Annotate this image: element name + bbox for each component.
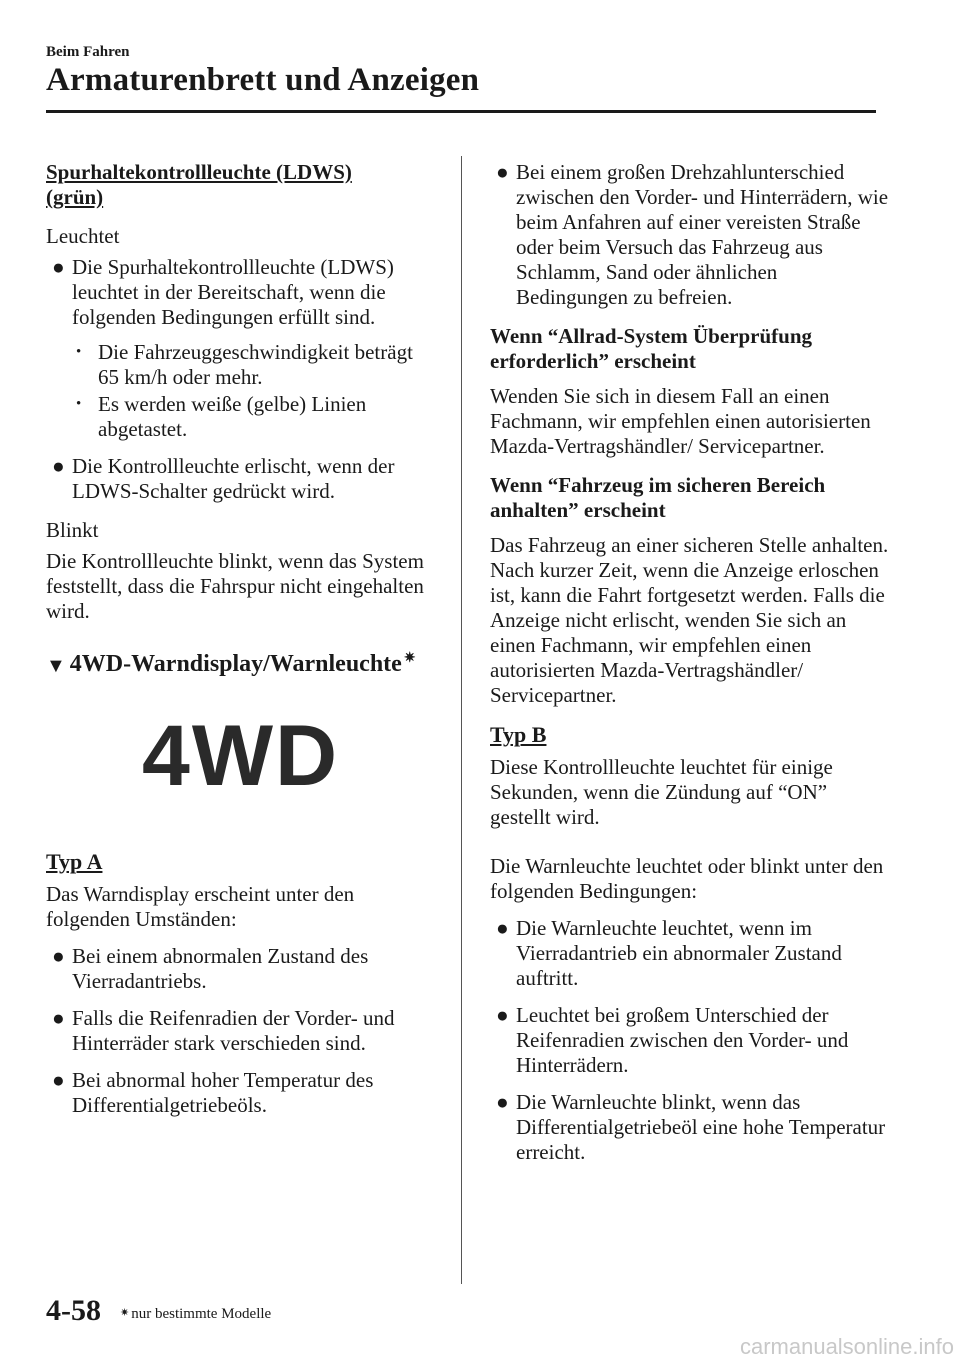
header-rule	[46, 110, 876, 113]
left-column	[46, 160, 436, 1118]
bullet-icon: ●	[52, 454, 65, 478]
bullet-icon: ●	[496, 160, 509, 184]
leuchtet-label: Leuchtet	[46, 224, 120, 248]
blinkt-text: Die Kontrollleuchte blinkt, wenn das System feststellt, dass die Fahrspur nicht eingehalten wird.	[46, 549, 424, 623]
list-item	[46, 944, 436, 994]
bullet-text: Bei einem abnormalen Zustand des Vierradantriebs.	[72, 944, 369, 993]
list-item	[46, 255, 436, 330]
footnote-text: nur bestimmte Modelle	[131, 1306, 272, 1322]
list-item	[490, 160, 890, 310]
sicher-text: Das Fahrzeug an einer sicheren Stelle anhalten. Nach kurzer Zeit, wenn die Anzeige erloschen ist, kann die Fahrt fortgesetzt werden. Falls die Anzeige nicht erlischt, wenden Sie sich an einen Fachmann, wir empfehlen einen autorisierten Mazda-Vertragshändler/ Servicepartner.	[490, 533, 889, 707]
asterisk-icon: ✷	[403, 651, 416, 666]
list-item	[490, 916, 890, 991]
bullet-text: Die Spurhaltekontrollleuchte (LDWS) leuchtet in der Bereitschaft, wenn die folgenden Bedingungen erfüllt sind.	[72, 255, 394, 329]
blinkt-label: Blinkt	[46, 518, 99, 542]
bullet-text: Bei abnormal hoher Temperatur des Differentialgetriebeöls.	[72, 1068, 374, 1117]
small-bullet-icon: •	[76, 396, 82, 412]
typ-b-heading: Typ B	[490, 722, 547, 747]
sub-bullet-text: Es werden weiße (gelbe) Linien abgetastet.	[98, 392, 367, 441]
ldws-heading-line2: (grün)	[46, 185, 104, 209]
ldws-heading	[46, 160, 436, 210]
allrad-text: Wenden Sie sich in diesem Fall an einen Fachmann, wir empfehlen einen autorisierten Mazda-Vertragshändler/ Servicepartner.	[490, 384, 871, 458]
allrad-heading: Wenn “Allrad-System Überprüfung erforderlich” erscheint	[490, 324, 813, 373]
bullet-icon: ●	[52, 1006, 65, 1030]
sicher-heading: Wenn “Fahrzeug im sicheren Bereich anhalten” erscheint	[490, 473, 826, 522]
column-divider	[461, 156, 462, 1284]
list-item	[490, 1003, 890, 1078]
bullet-icon: ●	[52, 944, 65, 968]
section-title: Armaturenbrett und Anzeigen	[46, 62, 480, 98]
bullet-text: Die Kontrollleuchte erlischt, wenn der LDWS-Schalter gedrückt wird.	[72, 454, 395, 503]
4wd-warning-symbol: 4WD	[142, 708, 340, 804]
typ-b-text2: Die Warnleuchte leuchtet oder blinkt unter den folgenden Bedingungen:	[490, 854, 884, 903]
bullet-icon: ●	[52, 255, 65, 279]
asterisk-icon: ✷	[120, 1307, 130, 1319]
bullet-text: Die Warnleuchte leuchtet, wenn im Vierradantrieb ein abnormaler Zustand auftritt.	[516, 916, 842, 990]
right-column	[490, 160, 890, 1165]
bullet-icon: ●	[496, 1003, 509, 1027]
warn-heading	[46, 652, 436, 679]
bullet-text: Die Warnleuchte blinkt, wenn das Differentialgetriebeöl eine hohe Temperatur erreicht.	[516, 1090, 886, 1164]
footnote	[120, 1306, 271, 1323]
bullet-text: Falls die Reifenradien der Vorder- und Hinterräder stark verschieden sind.	[72, 1006, 395, 1055]
chapter-label: Beim Fahren	[46, 44, 130, 60]
bullet-icon: ●	[496, 916, 509, 940]
list-item	[46, 1068, 436, 1118]
page-number: 4-58	[46, 1294, 101, 1327]
warn-heading-text: 4WD-Warndisplay/Warnleuchte	[69, 651, 402, 677]
list-item	[46, 454, 436, 504]
sub-list-item	[46, 340, 436, 390]
list-item	[46, 1006, 436, 1056]
ldws-heading-line1: Spurhaltekontrollleuchte (LDWS)	[46, 160, 352, 184]
down-triangle-icon: ▼	[46, 655, 66, 677]
sub-bullet-text: Die Fahrzeuggeschwindigkeit beträgt 65 km/h oder mehr.	[98, 340, 413, 389]
bullet-text: Bei einem großen Drehzahlunterschied zwischen den Vorder- und Hinterrädern, wie beim Anfahren auf einer vereisten Straße oder beim Versuch das Fahrzeug aus Schlamm, Sand oder ähnlichen Bedingungen zu befreien.	[516, 160, 889, 309]
sub-list-item	[46, 392, 436, 442]
typ-a-intro: Das Warndisplay erscheint unter den folgenden Umständen:	[46, 882, 355, 931]
list-item	[490, 1090, 890, 1165]
small-bullet-icon: •	[76, 344, 82, 360]
bullet-text: Leuchtet bei großem Unterschied der Reifenradien zwischen den Vorder- und Hinterrädern.	[516, 1003, 849, 1077]
typ-b-text: Diese Kontrollleuchte leuchtet für einige Sekunden, wenn die Zündung auf “ON” gestellt wird.	[490, 755, 833, 829]
bullet-icon: ●	[496, 1090, 509, 1114]
watermark: carmanualsonline.info	[739, 1334, 954, 1359]
bullet-icon: ●	[52, 1068, 65, 1092]
typ-a-heading: Typ A	[46, 849, 103, 874]
